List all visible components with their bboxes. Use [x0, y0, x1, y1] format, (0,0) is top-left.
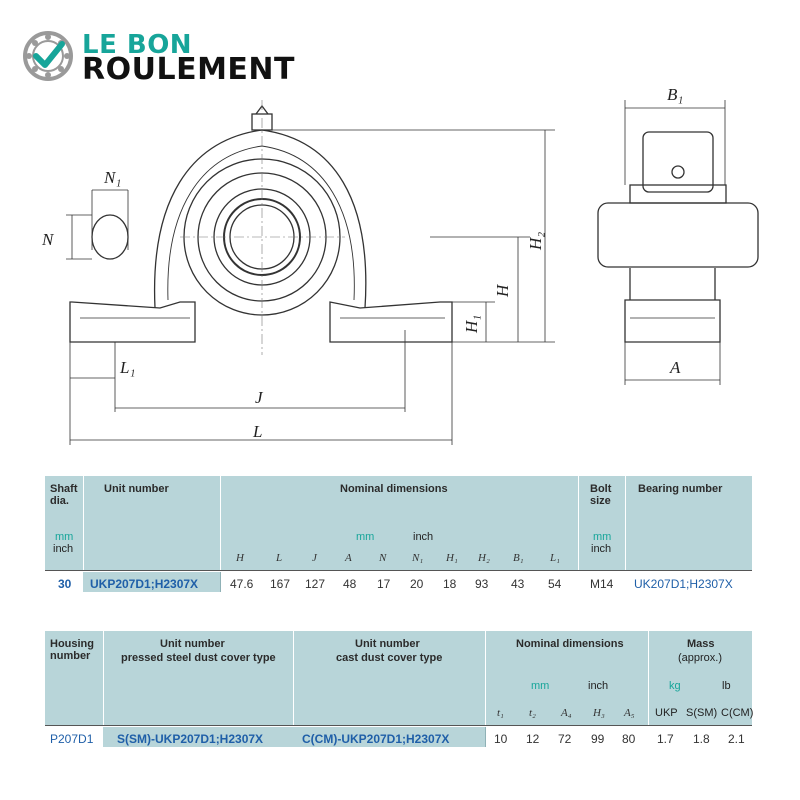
t1-val-N: 17 [377, 577, 391, 591]
front-base-right [330, 302, 452, 342]
t1-bearing-value: UK207D1;H2307X [634, 577, 733, 591]
front-base-left [70, 302, 195, 342]
t1-nominal-inch: inch [413, 531, 434, 543]
t1-val-A: 48 [343, 577, 357, 591]
t2-housing-value: P207D1 [50, 732, 94, 746]
label-A: A [670, 358, 681, 377]
label-L1: L₁ [120, 358, 136, 377]
t1-sym-N1: N₁ [412, 552, 424, 564]
t2-mass-header: Mass [687, 638, 715, 650]
t2-mass-col-ukp: UKP [655, 707, 678, 719]
t2-mass-sub: (approx.) [678, 652, 723, 664]
t2-val-A4: 72 [558, 732, 572, 746]
t2-nominal-mm: mm [531, 680, 550, 692]
label-N: N [42, 230, 54, 249]
t1-shaft-mm: mm [55, 531, 74, 543]
t2-pressed-title: Unit number [160, 638, 225, 650]
t2-cast-title: Unit number [355, 638, 420, 650]
t1-val-J: 127 [305, 577, 326, 591]
bolt-hole [92, 215, 128, 259]
t1-val-L: 167 [270, 577, 291, 591]
t1-shaft-value: 30 [58, 577, 72, 591]
t1-bolt-value: M14 [590, 577, 614, 591]
t2-mass-ukp: 1.7 [657, 732, 674, 746]
t1-bolt-mm: mm [593, 531, 612, 543]
t1-bolt-header: Bolt size [590, 483, 612, 507]
t1-bolt-inch: inch [591, 543, 612, 555]
t1-val-H: 47.6 [230, 577, 254, 591]
t1-val-L1: 54 [548, 577, 562, 591]
t1-nominal-header: Nominal dimensions [340, 483, 448, 495]
label-N1: N₁ [104, 168, 122, 187]
t2-pressed-value: S(SM)-UKP207D1;H2307X [117, 732, 264, 746]
label-B1: B₁ [667, 85, 684, 104]
label-H: H [493, 284, 512, 297]
label-J: J [255, 388, 263, 407]
t1-val-N1: 20 [410, 577, 424, 591]
label-H2: H₂ [526, 231, 545, 250]
t2-sym-H3: H₃ [593, 707, 605, 719]
t1-sym-L: L [276, 552, 283, 564]
t2-val-A5: 80 [622, 732, 636, 746]
t1-sym-N: N [379, 552, 387, 564]
t1-shaft-header: Shaft dia. [50, 483, 78, 507]
t1-val-B1: 43 [511, 577, 525, 591]
t2-mass-col-ssm: S(SM) [686, 707, 718, 719]
t1-sym-J: J [312, 552, 317, 564]
brand-line2: ROULEMENT [82, 52, 295, 87]
t2-mass-ccm: 2.1 [728, 732, 745, 746]
t1-nominal-mm: mm [356, 531, 375, 543]
t2-val-t2: 12 [526, 732, 540, 746]
t2-nominal-header: Nominal dimensions [516, 638, 624, 650]
t1-bearing-header: Bearing number [638, 483, 723, 495]
t2-mass-col-ccm: C(CM) [721, 707, 754, 719]
t2-cast-sub: cast dust cover type [336, 652, 443, 664]
label-L: L [253, 422, 263, 441]
t2-cast-value: C(CM)-UKP207D1;H2307X [302, 732, 450, 746]
t2-val-t1: 10 [494, 732, 508, 746]
t1-unit-value: UKP207D1;H2307X [90, 577, 199, 591]
t1-sym-H: H [236, 552, 244, 564]
brand-line1: LE BON [82, 30, 193, 60]
t1-sym-H1: H₁ [446, 552, 458, 564]
t2-sym-A4: A₄ [561, 707, 572, 719]
label-H1: H₁ [462, 314, 481, 333]
t1-sym-H2: H₂ [478, 552, 490, 564]
t2-pressed-sub: pressed steel dust cover type [121, 652, 276, 664]
t2-sym-t1: t₁ [497, 707, 504, 719]
t2-val-H3: 99 [591, 732, 605, 746]
t2-nominal-inch: inch [588, 680, 609, 692]
t1-unit-header: Unit number [104, 483, 169, 495]
t1-shaft-inch: inch [53, 543, 74, 555]
t2-sym-A5: A₅ [624, 707, 635, 719]
t1-sym-B1: B₁ [513, 552, 524, 564]
t2-mass-kg: kg [669, 680, 681, 692]
t1-val-H1: 18 [443, 577, 457, 591]
t2-sym-t2: t₂ [529, 707, 536, 719]
side-view [598, 132, 758, 342]
t1-sym-L1: L₁ [550, 552, 560, 564]
t2-mass-ssm: 1.8 [693, 732, 710, 746]
t2-housing-header: Housing number [50, 638, 94, 662]
t1-val-H2: 93 [475, 577, 489, 591]
t1-sym-A: A [345, 552, 352, 564]
t2-mass-lb: lb [722, 680, 731, 692]
